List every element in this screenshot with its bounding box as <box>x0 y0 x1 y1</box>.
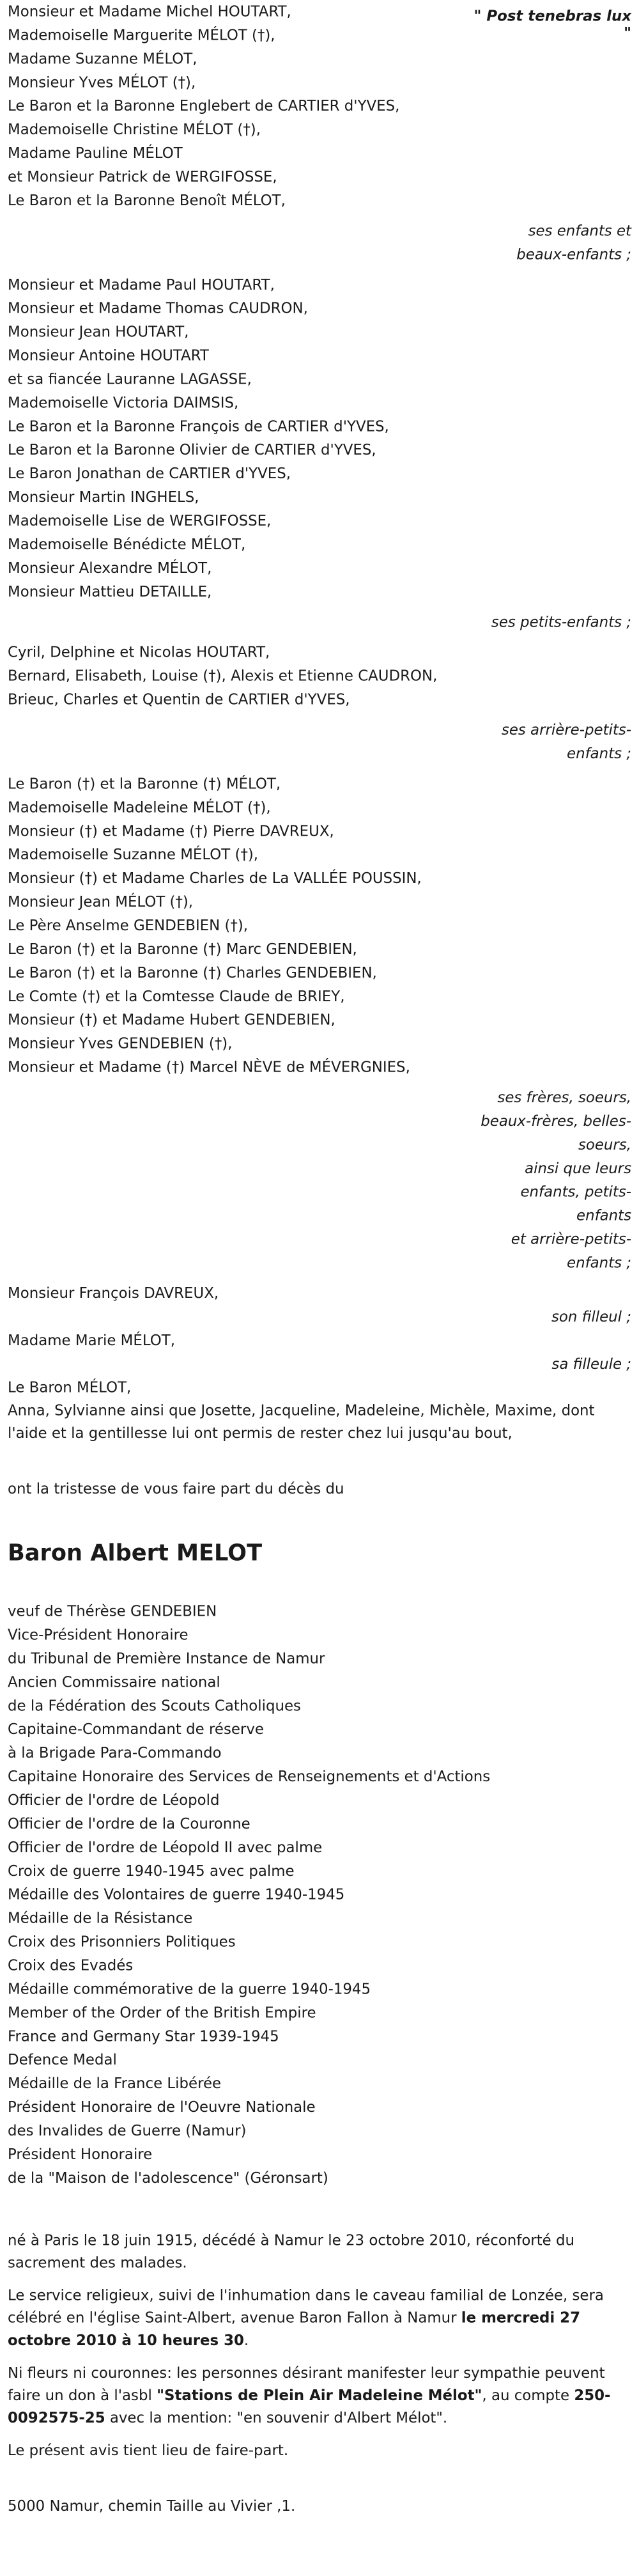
spacer <box>8 2472 631 2495</box>
deceased-name: Baron Albert MELOT <box>8 1540 263 1566</box>
spacer <box>8 2197 631 2219</box>
birth-death: né à Paris le 18 juin 1915, décédé à Namur le 23 octobre 2010, réconforté du sacrement des malades. <box>8 2232 574 2272</box>
titles-list <box>8 1600 631 2190</box>
service-paragraph <box>8 2284 631 2352</box>
grandchildren-list <box>8 273 631 604</box>
baron-melot: Le Baron MÉLOT, <box>8 1379 132 1396</box>
titles-list-item: de la "Maison de l'adolescence" (Géronsart) <box>8 2169 328 2187</box>
siblings-label-item: enfants <box>576 1207 631 1224</box>
great-grandchildren-list-item: Brieuc, Charles et Quentin de CARTIER d'YVES, <box>8 691 350 708</box>
grandchildren-list-item: Le Baron Jonathan de CARTIER d'YVES, <box>8 465 291 483</box>
godson: Monsieur François DAVREUX, <box>8 1284 219 1302</box>
great-grandchildren-list-item: Cyril, Delphine et Nicolas HOUTART, <box>8 644 270 661</box>
grandchildren-list-item: Monsieur et Madame Paul HOUTART, <box>8 276 275 293</box>
grandchildren-list-item: Monsieur Jean HOUTART, <box>8 324 189 341</box>
siblings-list-item: Le Baron (†) et la Baronne (†) Charles GENDEBIEN, <box>8 964 377 982</box>
children-list-item: Madame Pauline MÉLOT <box>8 144 183 162</box>
siblings-list-item: Monsieur (†) et Madame (†) Pierre DAVREUX, <box>8 823 334 840</box>
children-list-item: Le Baron et la Baronne Englebert de CARTIER d'YVES, <box>8 97 400 115</box>
grandchildren-list-item: et sa fiancée Lauranne LAGASSE, <box>8 371 252 388</box>
siblings-list-item: Le Père Anselme GENDEBIEN (†), <box>8 917 249 935</box>
titles-list-item: Defence Medal <box>8 2051 117 2069</box>
children-list-item: Madame Suzanne MÉLOT, <box>8 51 197 68</box>
flowers-text: Ni fleurs ni couronnes: les personnes désirant manifester leur sympathie peuvent faire un don à l'asbl <box>8 2364 605 2405</box>
service-end: . <box>243 2332 249 2350</box>
carers-text: Anna, Sylvianne ainsi que Josette, Jacqueline, Madeleine, Michèle, Maxime, dont l'aide et la gentillesse lui ont permis de rester chez lui jusqu'au bout, <box>8 1402 595 1442</box>
motto-dash: " <box>624 24 631 42</box>
service-date: le mercredi 27 octobre 2010 à 10 heures 30 <box>8 2309 580 2350</box>
titles-list-item: veuf de Thérèse GENDEBIEN <box>8 1603 217 1620</box>
siblings-list-item: Le Comte (†) et la Comtesse Claude de BRIEY, <box>8 988 345 1005</box>
goddaughter: Madame Marie MÉLOT, <box>8 1332 175 1349</box>
siblings-label-item: soeurs, <box>578 1136 631 1154</box>
great-grandchildren-label <box>8 719 631 766</box>
siblings-list-item: Le Baron (†) et la Baronne (†) Marc GENDEBIEN, <box>8 941 357 958</box>
grandchildren-list-item: Le Baron et la Baronne Olivier de CARTIER d'YVES, <box>8 442 376 459</box>
siblings-list-item: Monsieur Jean MÉLOT (†), <box>8 893 194 911</box>
siblings-list <box>8 772 631 1079</box>
siblings-list-item: Monsieur (†) et Madame Hubert GENDEBIEN, <box>8 1011 335 1029</box>
titles-list-item: Capitaine Honoraire des Services de Renseignements et d'Actions <box>8 1768 491 1786</box>
titles-list-item: Officier de l'ordre de la Couronne <box>8 1815 250 1833</box>
announcement: ont la tristesse de vous faire part du décès du <box>8 1480 344 1498</box>
titles-list-item: des Invalides de Guerre (Namur) <box>8 2122 247 2140</box>
grandchildren-list-item: Mademoiselle Victoria DAIMSIS, <box>8 394 239 412</box>
titles-list-item: Médaille de la France Libérée <box>8 2075 222 2093</box>
service-text: Le service religieux, suivi de l'inhumation dans le caveau familial de Lonzée, sera célébré en l'église Saint-Albert, avenue Baron Fallon à Namur <box>8 2287 604 2327</box>
titles-list-item: Officier de l'ordre de Léopold <box>8 1791 220 1809</box>
grandchildren-list-item: Monsieur et Madame Thomas CAUDRON, <box>8 300 308 317</box>
titles-list-item: Médaille de la Résistance <box>8 1910 193 1927</box>
siblings-label-item: ses frères, soeurs, <box>497 1089 631 1107</box>
siblings-list-item: Mademoiselle Madeleine MÉLOT (†), <box>8 799 271 816</box>
titles-list-item: du Tribunal de Première Instance de Namur <box>8 1650 325 1667</box>
address: 5000 Namur, chemin Taille au Vivier ,1. <box>8 2498 296 2515</box>
siblings-list-item: Mademoiselle Suzanne MÉLOT (†), <box>8 847 259 864</box>
titles-list-item: de la Fédération des Scouts Catholiques <box>8 1698 301 1715</box>
flowers-end: avec la mention: "en souvenir d'Albert Mélot". <box>109 2409 448 2427</box>
obituary-content <box>8 0 631 2518</box>
titles-list-item: Capitaine-Commandant de réserve <box>8 1721 264 1738</box>
children-list-item: Le Baron et la Baronne Benoît MÉLOT, <box>8 192 286 210</box>
titles-list-item: Médaille des Volontaires de guerre 1940-1945 <box>8 1886 345 1903</box>
siblings-label-item: enfants ; <box>567 1254 631 1272</box>
great-grandchildren-label-item: enfants ; <box>567 745 631 763</box>
children-list-item: Monsieur Yves MÉLOT (†), <box>8 74 196 91</box>
titles-list-item: Président Honoraire de l'Oeuvre Nationale <box>8 2098 316 2116</box>
siblings-list-item: Monsieur et Madame (†) Marcel NÈVE de MÉVERGNIES, <box>8 1059 410 1076</box>
godson-label: son filleul ; <box>551 1308 631 1326</box>
flowers-org: "Stations de Plein Air Madeleine Mélot" <box>157 2387 482 2405</box>
grandchildren-list-item: Mademoiselle Lise de WERGIFOSSE, <box>8 512 272 530</box>
children-label-item: beaux-enfants ; <box>516 246 631 263</box>
motto-text: " Post tenebras lux <box>473 8 631 25</box>
siblings-label <box>8 1086 631 1275</box>
children-list-item: Mademoiselle Marguerite MÉLOT (†), <box>8 27 275 44</box>
goddaughter-label: sa filleule ; <box>551 1355 631 1373</box>
great-grandchildren-label-item: ses arrière-petits- <box>501 721 631 739</box>
great-grandchildren-list-item: Bernard, Elisabeth, Louise (†), Alexis et Etienne CAUDRON, <box>8 667 438 685</box>
titles-list-item: Croix des Prisonniers Politiques <box>8 1933 236 1951</box>
grandchildren-list-item: Monsieur Martin INGHELS, <box>8 488 199 506</box>
titles-list-item: Member of the Order of the British Empire <box>8 2004 316 2022</box>
siblings-list-item: Monsieur Yves GENDEBIEN (†), <box>8 1035 233 1052</box>
children-list-item: et Monsieur Patrick de WERGIFOSSE, <box>8 168 277 186</box>
children-list-item: Mademoiselle Christine MÉLOT (†), <box>8 121 261 139</box>
siblings-label-item: beaux-frères, belles- <box>481 1112 631 1130</box>
siblings-label-item: ainsi que leurs <box>525 1160 631 1177</box>
titles-list-item: à la Brigade Para-Commando <box>8 1744 222 1762</box>
titles-list-item: France and Germany Star 1939-1945 <box>8 2028 279 2045</box>
siblings-list-item: Le Baron (†) et la Baronne (†) MÉLOT, <box>8 776 281 793</box>
children-list-item: Monsieur et Madame Michel HOUTART, <box>8 3 291 20</box>
grandchildren-list-item: Monsieur Mattieu DETAILLE, <box>8 583 212 600</box>
siblings-label-item: enfants, petits- <box>520 1183 631 1201</box>
children-label <box>8 219 631 267</box>
titles-list-item: Croix de guerre 1940-1945 avec palme <box>8 1862 295 1880</box>
grandchildren-list-item: Le Baron et la Baronne François de CARTIER d'YVES, <box>8 418 389 435</box>
notice: Le présent avis tient lieu de faire-part. <box>8 2442 289 2460</box>
grandchildren-list-item: Monsieur Antoine HOUTART <box>8 347 209 364</box>
titles-list-item: Ancien Commissaire national <box>8 1674 220 1691</box>
grandchildren-list-item: Monsieur Alexandre MÉLOT, <box>8 559 212 577</box>
flowers-paragraph <box>8 2362 631 2430</box>
titles-list-item: Président Honoraire <box>8 2146 153 2164</box>
children-label-item: ses enfants et <box>528 222 631 240</box>
flowers-account: 250-0092575-25 <box>8 2387 611 2427</box>
grandchildren-label-item: ses petits-enfants ; <box>491 614 631 631</box>
titles-list-item: Officier de l'ordre de Léopold II avec palme <box>8 1839 323 1857</box>
grandchildren-list-item: Mademoiselle Bénédicte MÉLOT, <box>8 536 246 554</box>
titles-list-item: Croix des Evadés <box>8 1957 134 1974</box>
flowers-mid: , au compte <box>482 2387 570 2405</box>
siblings-label-item: et arrière-petits- <box>511 1231 631 1248</box>
motto <box>473 8 631 42</box>
titles-list-item: Médaille commémorative de la guerre 1940-1945 <box>8 1981 371 1998</box>
spacer <box>8 1455 631 1477</box>
titles-list-item: Vice-Président Honoraire <box>8 1627 189 1644</box>
grandchildren-label <box>8 611 631 634</box>
great-grandchildren-list <box>8 641 631 712</box>
siblings-list-item: Monsieur (†) et Madame Charles de La VALLÉE POUSSIN, <box>8 870 422 887</box>
